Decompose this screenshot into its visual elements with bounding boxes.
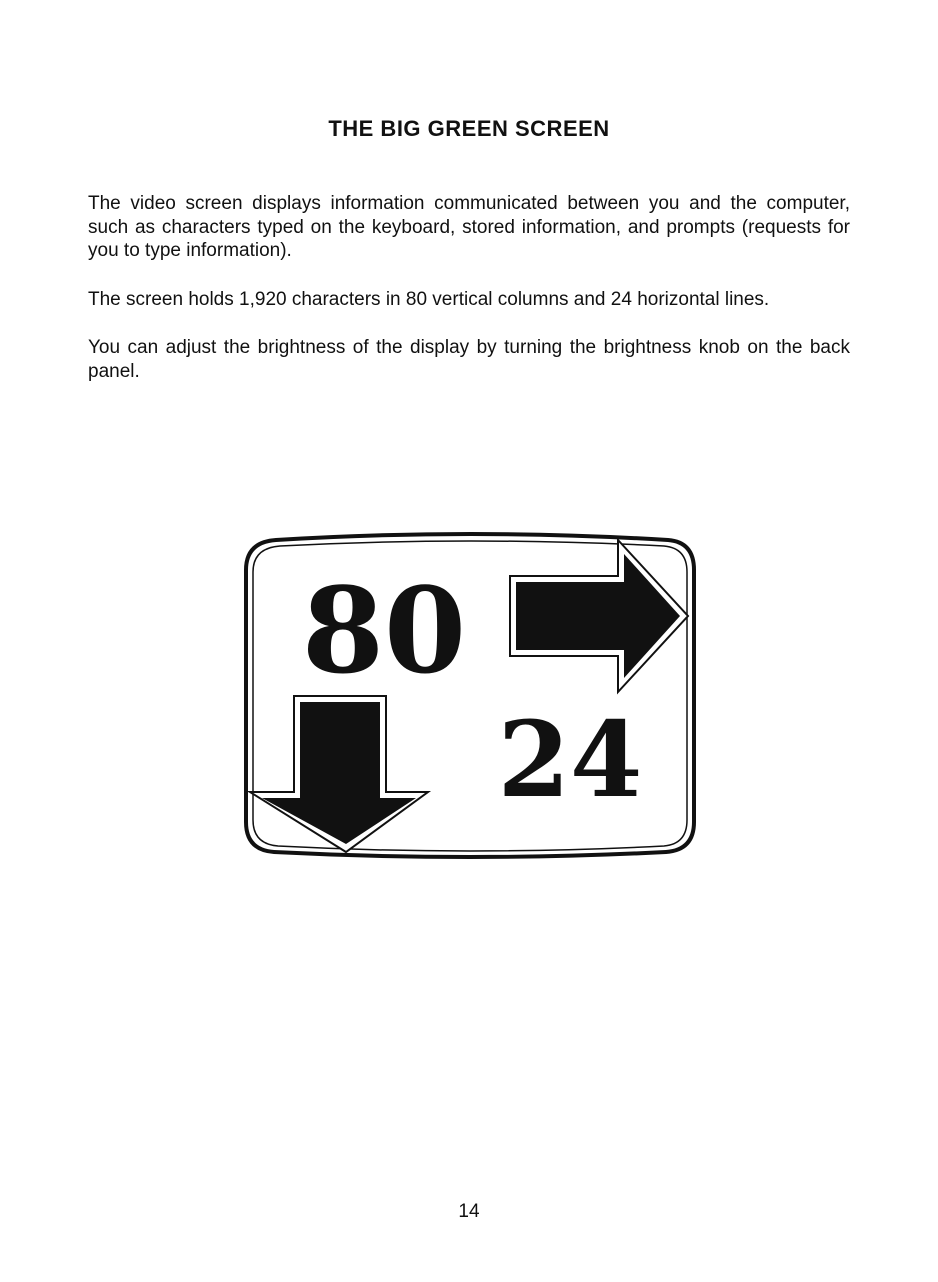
paragraph-video-screen: The video screen displays information communicated between you and the computer, such as characters typed on the keyboard, stored information, and prompts (requests for you to type information). <box>88 193 850 261</box>
twenty-four-numeral-icon <box>498 698 643 821</box>
paragraph-brightness: You can adjust the brightness of the display by turning the brightness knob on the back panel. <box>88 337 850 382</box>
page-number: 14 <box>458 1201 480 1222</box>
lines-label: 24 <box>497 698 643 821</box>
screen-illustration <box>236 526 704 866</box>
columns-label: 80 <box>301 561 467 700</box>
page-title: THE BIG GREEN SCREEN <box>328 116 610 141</box>
paragraph-screen-capacity: The screen holds 1,920 characters in 80 vertical columns and 24 horizontal lines. <box>88 289 770 310</box>
eighty-numeral-icon <box>302 561 466 700</box>
